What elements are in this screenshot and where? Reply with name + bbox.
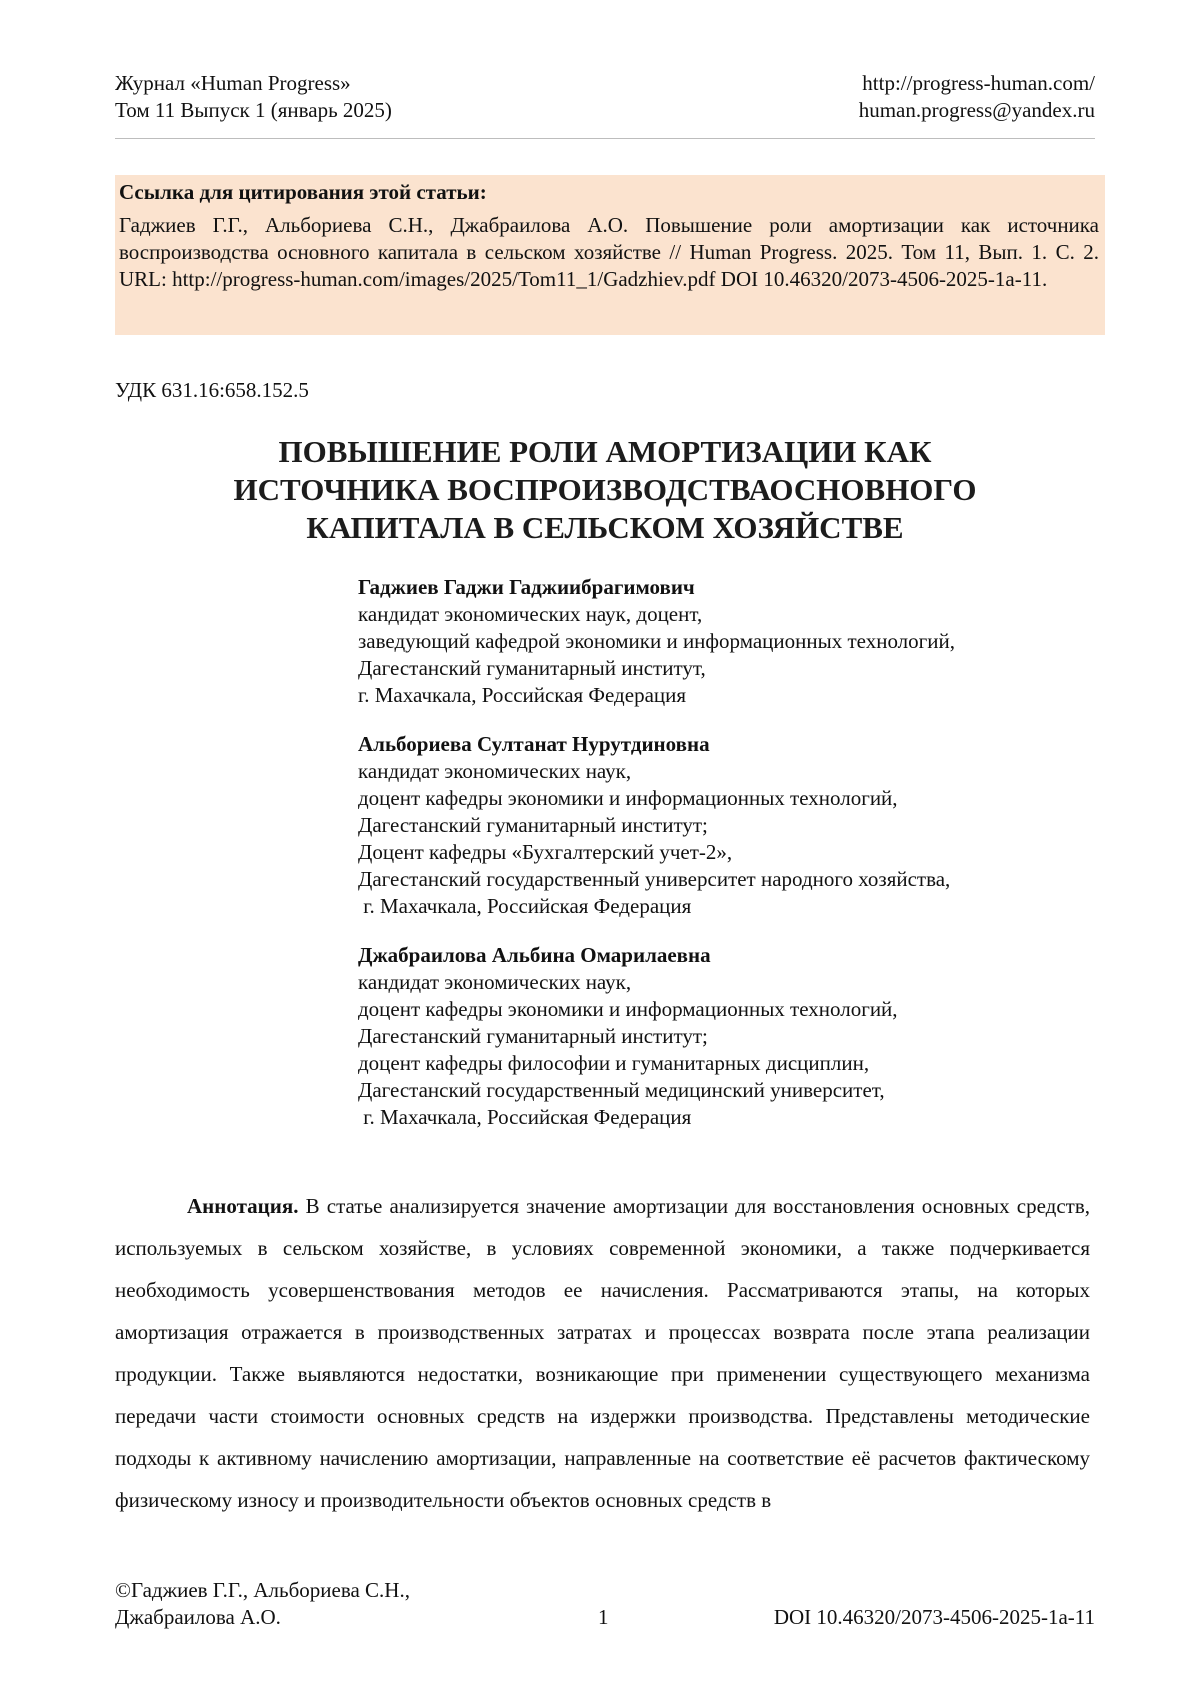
abstract-label: Аннотация. xyxy=(187,1194,299,1218)
author-name: Джабраилова Альбина Омарилаевна xyxy=(358,943,711,967)
author-affiliation-line: г. Махачкала, Российская Федерация xyxy=(358,894,692,918)
authors-block xyxy=(358,574,1098,1153)
author-entry xyxy=(358,574,1098,709)
author-entry xyxy=(358,942,1098,1131)
author-affiliation-line: кандидат экономических наук, xyxy=(358,970,632,994)
page-number: 1 xyxy=(598,1605,609,1629)
journal-url[interactable]: http://progress-human.com/ xyxy=(862,71,1095,95)
copyright-notice xyxy=(115,1577,410,1631)
author-affiliation-line: г. Махачкала, Российская Федерация xyxy=(358,1105,692,1129)
author-affiliation-line: Дагестанский гуманитарный институт; xyxy=(358,1024,708,1048)
abstract-paragraph xyxy=(115,1185,1090,1521)
issue-info: Том 11 Выпуск 1 (январь 2025) xyxy=(115,98,392,122)
author-affiliation-line: кандидат экономических наук, xyxy=(358,759,632,783)
author-affiliation-line: кандидат экономических наук, доцент, xyxy=(358,602,703,626)
author-affiliation-line: доцент кафедры экономики и информационных технологий, xyxy=(358,786,898,810)
title-line: ИСТОЧНИКА ВОСПРОИЗВОДСТВАОСНОВНОГО xyxy=(233,472,977,507)
header-divider xyxy=(115,138,1095,139)
journal-info xyxy=(115,70,392,124)
title-line: ПОВЫШЕНИЕ РОЛИ АМОРТИЗАЦИИ КАК xyxy=(278,434,932,469)
author-affiliation-line: доцент кафедры экономики и информационных технологий, xyxy=(358,997,898,1021)
journal-email[interactable]: human.progress@yandex.ru xyxy=(858,98,1095,122)
footer-doi: DOI 10.46320/2073-4506-2025-1a-11 xyxy=(773,1605,1095,1629)
copyright-line: Джабраилова А.О. xyxy=(115,1605,281,1629)
udc-code: УДК 631.16:658.152.5 xyxy=(115,378,309,402)
author-affiliation-line: Дагестанский государственный медицинский университет, xyxy=(358,1078,885,1102)
copyright-line: ©Гаджиев Г.Г., Альбориева С.Н., xyxy=(115,1578,410,1602)
article-title xyxy=(115,433,1095,547)
citation-heading: Ссылка для цитирования этой статьи: xyxy=(119,180,487,204)
journal-contacts xyxy=(859,70,1095,124)
citation-text: Гаджиев Г.Г., Альбориева С.Н., Джабраилова А.О. Повышение роли амортизации как источника воспроизводства основного капитала в сельском хозяйстве // Human Progress. 2025. Том 11, Вып. 1. С. 2. URL: http://progress-human.com/images/2025/Tom11_1/Gadzhiev.pdf DOI 10.46320/2073-4506-2025-1a-11. xyxy=(119,213,1099,291)
author-entry xyxy=(358,731,1098,920)
author-affiliation-line: г. Махачкала, Российская Федерация xyxy=(358,683,687,707)
author-affiliation-line: Дагестанский государственный университет народного хозяйства, xyxy=(358,867,951,891)
author-affiliation-line: заведующий кафедрой экономики и информационных технологий, xyxy=(358,629,955,653)
author-affiliation-line: доцент кафедры философии и гуманитарных дисциплин, xyxy=(358,1051,870,1075)
author-name: Гаджиев Гаджи Гаджиибрагимович xyxy=(358,575,695,599)
author-affiliation-line: Дагестанский гуманитарный институт; xyxy=(358,813,708,837)
author-affiliation-line: Дагестанский гуманитарный институт, xyxy=(358,656,706,680)
abstract-text: В статье анализируется значение амортизации для восстановления основных средств, используемых в сельском хозяйстве, в условиях современной экономики, а также подчеркивается необходимость усовершенствования методов ее начисления. Рассматриваются этапы, на которых амортизация отражается в производственных затратах и процессах возврата после этапа реализации продукции. Также выявляются недостатки, возникающие при применении существующего механизма передачи части стоимости основных средств на издержки производства. Представлены методические подходы к активному начислению амортизации, направленные на соответствие её расчетов фактическому физическому износу и производительности объектов основных средств в xyxy=(115,1194,1090,1512)
journal-name: Журнал «Human Progress» xyxy=(115,71,351,95)
citation-box xyxy=(115,175,1105,335)
author-affiliation-line: Доцент кафедры «Бухгалтерский учет-2», xyxy=(358,840,733,864)
title-line: КАПИТАЛА В СЕЛЬСКОМ ХОЗЯЙСТВЕ xyxy=(306,510,904,545)
author-name: Альбориева Султанат Нурутдиновна xyxy=(358,732,710,756)
